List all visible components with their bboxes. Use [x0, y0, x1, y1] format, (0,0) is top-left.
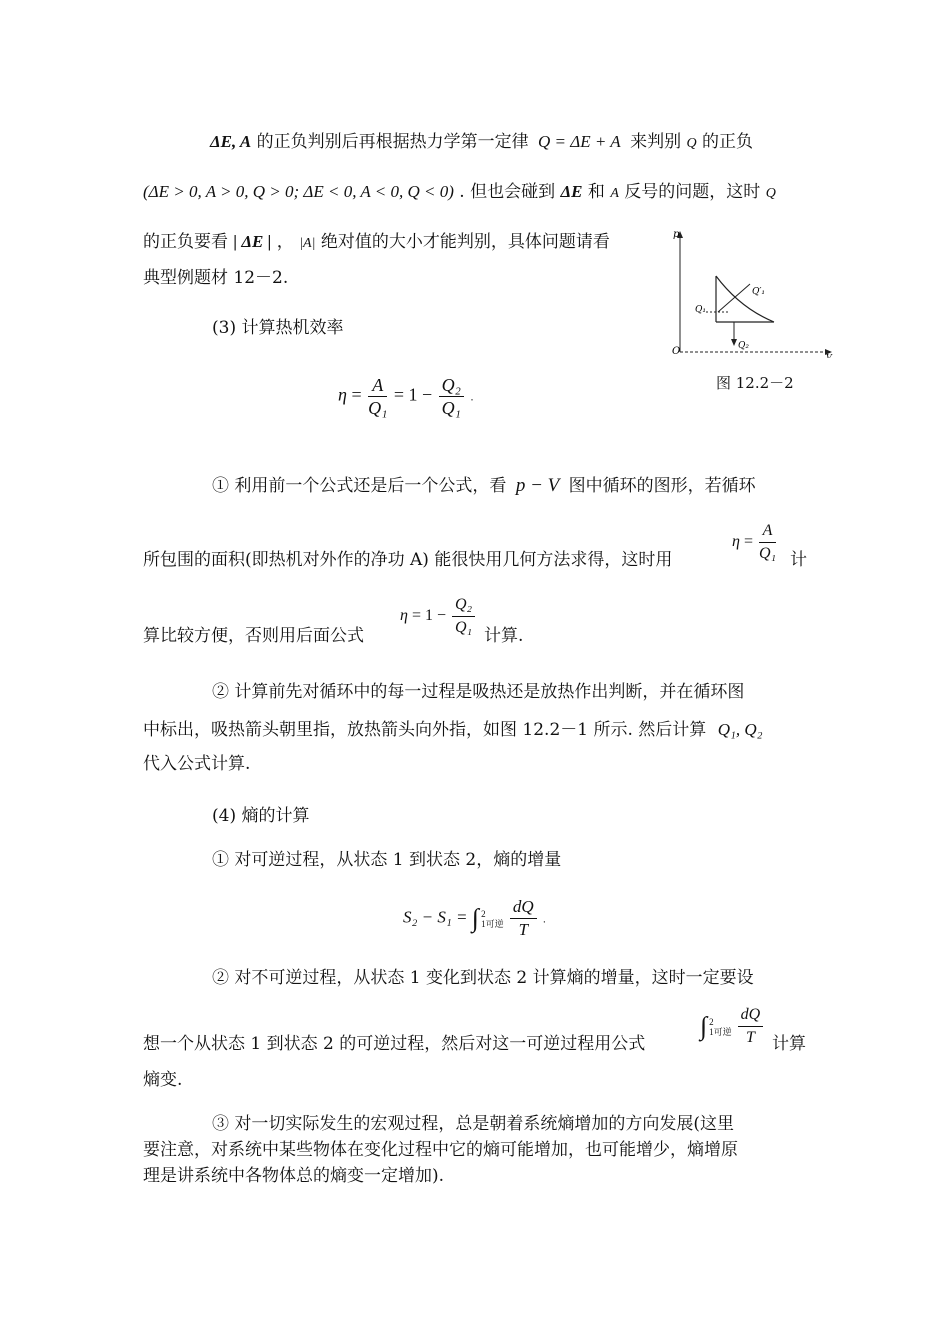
- heat-arrow: [718, 284, 750, 312]
- p-label: p: [673, 229, 680, 240]
- text: 反号的问题，这时: [624, 182, 761, 202]
- math-Q: Q: [765, 186, 776, 201]
- efficiency-short-formula: [732, 520, 778, 565]
- lower-limit: 1可逆: [481, 918, 504, 929]
- math-dE-A: ΔE, A: [210, 132, 252, 151]
- math-A: A: [610, 186, 619, 201]
- math-q: Q: [686, 136, 697, 151]
- item4-line2: 想一个从状态 1 到状态 2 的可逆过程，然后对这一可逆过程用公式: [143, 1034, 646, 1054]
- integral-sign: ∫: [471, 903, 479, 933]
- item1-line2: 所包围的面积(即热机对外作的净功 A) 能很快用几何方法求得，这时用: [143, 550, 673, 570]
- section-heading-3: (3) 计算热机效率: [212, 318, 344, 338]
- numerator: Q₂: [439, 374, 464, 397]
- math-abs-A: |A|: [299, 236, 316, 251]
- q1-label: Q₁: [695, 305, 706, 315]
- text: 图中循环的图形，若循环: [568, 476, 756, 496]
- eta-symbol: η: [400, 607, 408, 625]
- para4: 典型例题材 12－2.: [143, 268, 289, 288]
- q2-label: Q₂: [738, 341, 749, 351]
- period: .: [542, 913, 546, 926]
- math-p-V: p − V: [515, 475, 560, 496]
- one-minus: = 1 −: [411, 607, 446, 625]
- math-Q1-Q2: Q₁, Q₂: [717, 720, 763, 739]
- item2-line3: 代入公式计算.: [143, 754, 251, 774]
- item5-line3: 理是讲系统中各物体总的熵变一定增加).: [143, 1166, 445, 1186]
- item3-line: ① 对可逆过程，从状态 1 到状态 2，熵的增量: [212, 850, 562, 870]
- text: ① 利用前一个公式还是后一个公式，看: [212, 476, 507, 496]
- denominator: Q₁: [454, 619, 473, 636]
- text: 的正负要看: [143, 232, 228, 252]
- text: 中标出，吸热箭头朝里指，放热箭头向外指，如图 12.2－1 所示. 然后计算: [143, 720, 707, 740]
- para1: [210, 130, 753, 156]
- upper-limit: 2: [481, 908, 486, 919]
- q2-arrowhead: [731, 339, 737, 346]
- figure-caption: 图 12.2－2: [716, 374, 794, 392]
- efficiency-long-formula: [400, 594, 477, 639]
- text: 和: [587, 182, 605, 202]
- efficiency-formula: [338, 374, 473, 419]
- entropy-lhs: S₂ − S₁ =: [403, 907, 468, 927]
- entropy-integral: [700, 1004, 765, 1049]
- period: .: [470, 389, 474, 404]
- denominator: Q₁: [441, 398, 461, 418]
- text: 的正负判别后再根据热力学第一定律: [256, 132, 529, 152]
- denominator: T: [518, 920, 529, 939]
- text: 的正负: [702, 132, 754, 152]
- equals: =: [351, 384, 362, 405]
- fraction-dQ-over-T: [738, 1004, 764, 1049]
- integral-sign: ∫: [700, 1011, 708, 1041]
- item2-line1: ② 计算前先对循环中的每一过程是吸热还是放热作出判断，并在循环图: [212, 682, 745, 702]
- text: . 但也会碰到: [459, 182, 556, 202]
- eta-symbol: η: [732, 533, 740, 551]
- item1-line2-end: 计: [790, 550, 807, 570]
- integral-limits: [709, 1017, 732, 1037]
- item1-line3-end: 计算.: [484, 626, 524, 646]
- eta-symbol: η: [338, 384, 347, 405]
- item4-line1: ② 对不可逆过程，从状态 1 变化到状态 2 计算熵的增量，这时一定要设: [212, 968, 754, 988]
- equals: =: [743, 533, 753, 551]
- numerator: A: [759, 520, 776, 543]
- math-abs-dE: | ΔE |: [233, 232, 272, 251]
- item4-line2-end: 计算: [772, 1034, 806, 1054]
- item1-line3: 算比较方便，否则用后面公式: [143, 626, 364, 646]
- item2-line2: [143, 718, 763, 742]
- v-label: V: [826, 353, 832, 358]
- numerator: dQ: [738, 1004, 764, 1027]
- denominator: Q₁: [368, 398, 388, 418]
- numerator: dQ: [510, 896, 537, 919]
- fraction-dQ-over-T: [510, 896, 537, 941]
- fraction-Q2-over-Q1: [452, 594, 475, 639]
- para3: [143, 230, 610, 256]
- pv-diagram-svg: [668, 228, 838, 358]
- fraction-Q2-over-Q1: [439, 374, 464, 419]
- cycle-curve: [716, 276, 774, 322]
- text: 来判别: [630, 132, 682, 152]
- item5-line2: 要注意，对系统中某些物体在变化过程中它的熵可能增加，也可能增少，熵增原: [143, 1140, 738, 1160]
- fraction-A-over-Q1: [368, 374, 387, 419]
- origin-label: O: [672, 346, 681, 357]
- numerator: A: [368, 374, 387, 397]
- math-dE: ΔE: [560, 182, 583, 201]
- q1-prime-label: Q′₁: [752, 287, 766, 297]
- math-sign-conditions: (ΔE > 0, A > 0, Q > 0; ΔE < 0, A < 0, Q < 0): [143, 182, 454, 201]
- para2: [143, 180, 776, 206]
- denominator: T: [745, 1029, 755, 1046]
- denominator: Q₁: [758, 545, 777, 562]
- lower-limit: 1可逆: [709, 1026, 732, 1037]
- item4-line3: 熵变.: [143, 1070, 183, 1090]
- numerator: Q₂: [452, 594, 475, 617]
- one-minus: = 1 −: [393, 384, 433, 405]
- fraction-A-over-Q1: [759, 520, 776, 565]
- section-heading-4: (4) 熵的计算: [212, 806, 310, 826]
- item5-line1: ③ 对一切实际发生的宏观过程，总是朝着系统熵增加的方向发展(这里: [212, 1114, 735, 1134]
- text: ，: [276, 232, 294, 252]
- entropy-formula: [403, 896, 546, 941]
- math-first-law: Q = ΔE + A: [538, 132, 621, 151]
- integral-limits: [481, 909, 504, 929]
- figure-pv-diagram: [668, 228, 838, 358]
- item1-line1: [212, 474, 756, 498]
- upper-limit: 2: [709, 1016, 714, 1027]
- text: 绝对值的大小才能判别，具体问题请看: [320, 232, 610, 252]
